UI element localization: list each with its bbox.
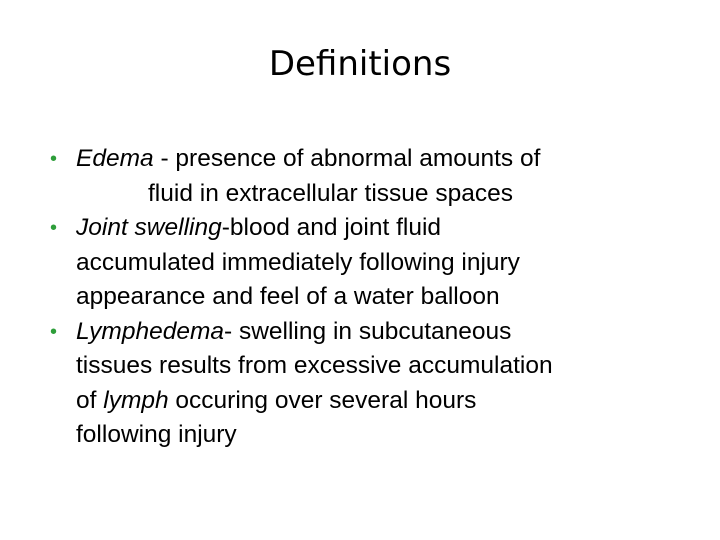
- bullet-text: - swelling in subcutaneous: [224, 317, 512, 345]
- bullet-edema: [50, 142, 690, 211]
- bullet-line: fluid in extracellular tissue spaces: [148, 179, 513, 207]
- bullet-line: tissues results from excessive accumulation: [76, 352, 553, 379]
- term-lymphedema: Lymphedema: [76, 317, 225, 345]
- term-joint-swelling: Joint swelling: [76, 214, 222, 241]
- bullet-line: [76, 315, 690, 350]
- bullet-dot-icon: •: [50, 217, 58, 239]
- bullet-text: occuring over several hours: [168, 386, 477, 414]
- bullet-line: accumulated immediately following injury: [76, 248, 520, 276]
- bullet-lymphedema: [50, 315, 690, 453]
- bullet-dot-icon: •: [50, 320, 58, 343]
- bullet-dot-icon: •: [50, 148, 58, 170]
- bullet-line: [76, 142, 690, 177]
- bullet-line: following injury: [76, 421, 237, 448]
- bullet-list: [50, 142, 690, 453]
- slide-title: Definitions: [268, 44, 452, 84]
- bullet-line: appearance and feel of a water balloon: [76, 283, 500, 310]
- term-lymph: lymph: [103, 386, 169, 414]
- bullet-joint-swelling: [50, 211, 690, 315]
- bullet-text: - presence of abnormal amounts of: [153, 145, 541, 172]
- bullet-line: [76, 384, 690, 419]
- term-edema: Edema: [76, 145, 154, 172]
- bullet-line: [76, 211, 690, 246]
- bullet-text: of: [76, 386, 104, 414]
- bullet-text: -blood and joint fluid: [221, 214, 442, 241]
